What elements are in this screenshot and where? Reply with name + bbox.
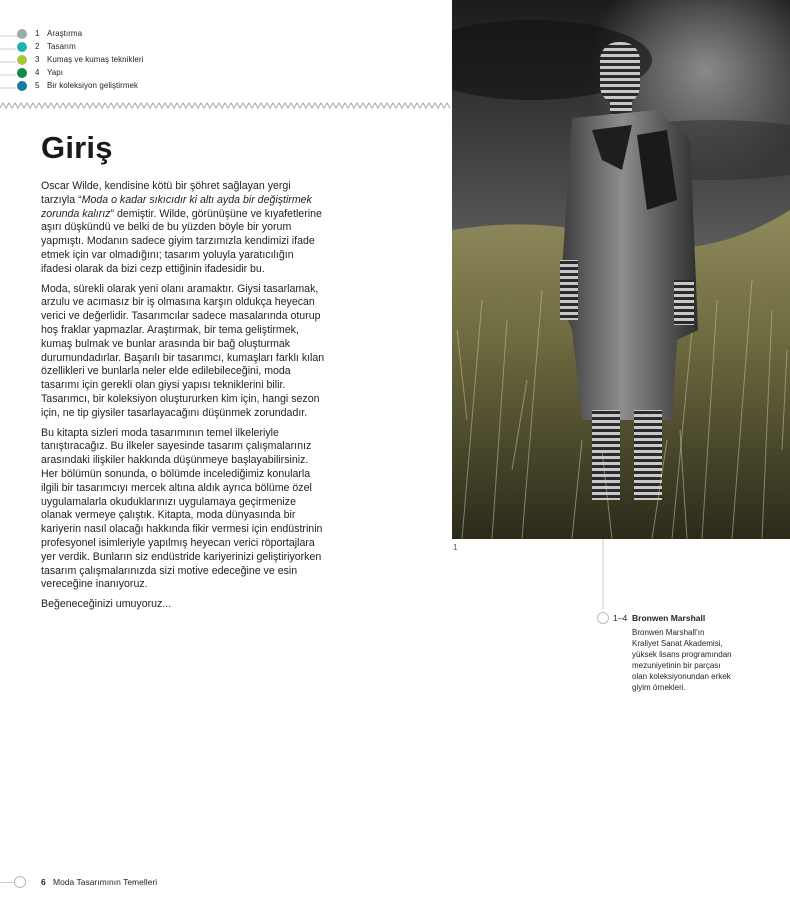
nav-label: Yapı (47, 68, 64, 77)
nav-item-design[interactable] (17, 40, 76, 53)
fashion-photo (452, 0, 790, 539)
page-title: Giriş (41, 130, 113, 165)
page-number: 6 (41, 877, 46, 887)
paragraph-3: Bu kitapta sizleri moda tasarımının temel ilkeleriyle tanıştıracağız. Bu ilkeler sayesinde tasarım çalışmalarınız arasındaki ilişkiler hakkında düşünmeye başlayabilirsiniz. Her bölümün sonunda, o bölümde incelediğimiz konularla ilgili bir tasarımcıyı mercek altına aldık ayrıca bölüme özel uygulamalarla okuduklarınızı uygulamaya geçirmenize olanak vermeye çalıştık. Kitapta, moda dünyasında bir kariyerin nasıl olacağı hakkında fikir vermesi için endüstrinin profesyonel isimleriyle yapılmış heyecan verici röportajlara yer verdik. Bunların siz endüstride kariyerinizi geliştiriyorken tasarım çalışmalarınızda sizi motive edeceğine ve esin vereceğine inanıyoruz. (41, 426, 323, 591)
caption-leader-line (595, 539, 615, 627)
nav-dot-icon (17, 81, 27, 91)
article-body (41, 180, 327, 618)
nav-item-structure[interactable] (17, 66, 63, 79)
caption-range: 1–4 (613, 613, 628, 623)
zigzag-divider (0, 100, 452, 112)
nav-dot-icon (17, 42, 27, 52)
figure-number: 1 (453, 543, 458, 552)
nav-label: Kumaş ve kumaş teknikleri (47, 55, 144, 64)
nav-number: 4 (35, 68, 40, 77)
wilde-quote: Moda o kadar sıkıcıdır ki altı ayda bir değiştirmek zorunda kalırız (41, 193, 312, 220)
nav-label: Bir koleksiyon geliştirmek (47, 81, 139, 90)
paragraph-4: Beğeneceğinizi umuyoruz... (41, 598, 172, 611)
photo-illustration (452, 0, 790, 539)
paragraph-1: Oscar Wilde, kendisine kötü bir şöhret sağlayan yergi tarzıyla “Moda o kadar sıkıcıdır ki altı ayda bir değiştirmek zorunda kalırız” demiştir. Wilde, görünüşüne ve kıyafetlerine aşırı düşkündü ve belki de bu yüzden böyle bir yorum yapmıştı. Modanın sadece giyim tarzımızla kendimizi ifade etmek için var olmadığını; tasarım yoluyla yaratıcılığın ifadesi olarak da bizi cezp ettiğinin ifadesidir bu. (41, 180, 322, 275)
nav-label: Tasarım (47, 42, 76, 51)
caption-title: Bronwen Marshall (632, 613, 706, 623)
nav-label: Araştırma (47, 29, 83, 38)
footer-line (0, 882, 15, 883)
nav-dot-icon (17, 68, 27, 78)
chapter-navigation (0, 27, 452, 107)
nav-number: 1 (35, 29, 40, 38)
nav-dot-icon (17, 55, 27, 65)
nav-number: 3 (35, 55, 40, 64)
nav-item-collection[interactable] (17, 79, 138, 92)
nav-number: 2 (35, 42, 40, 51)
caption-text: Bronwen Marshall’ın Kraliyet Sanat Akademisi, yüksek lisans programından mezuniyetinin bir parçası olan koleksiyonundan erkek giyim örnekleri. (632, 628, 732, 692)
footer-circle-icon (14, 876, 26, 888)
nav-item-fabric[interactable] (17, 53, 143, 66)
paragraph-2: Moda, sürekli olarak yeni olanı aramaktır. Giysi tasarlamak, arzulu ve acımasız bir iş olmasına karşın oldukça heyecan verici ve değerlidir. Tasarımcılar sadece masalarında oturup hoş fraklar yapmazlar. Araştırmak, bir tema geliştirmek, kumaş bulmak ve bunlar arasında bir bağ oluşturmak durumundadırlar. Başarılı bir tasarımcı, kumaşları farklı kılan özellikleri ve bunlarla neler elde edilebileceğini, moda tasarımı için gerekli olan giysi yapısı tekniklerini bilir. Tasarımcı, bir koleksiyon oluştururken kim için, hangi sezon için, ne tip giysiler tasarlayacağını düşünmek zorundadır. (41, 282, 325, 419)
book-title: Moda Tasarımının Temelleri (53, 877, 158, 887)
nav-item-research[interactable] (17, 27, 82, 40)
nav-dot-icon (17, 29, 27, 39)
nav-number: 5 (35, 81, 40, 90)
